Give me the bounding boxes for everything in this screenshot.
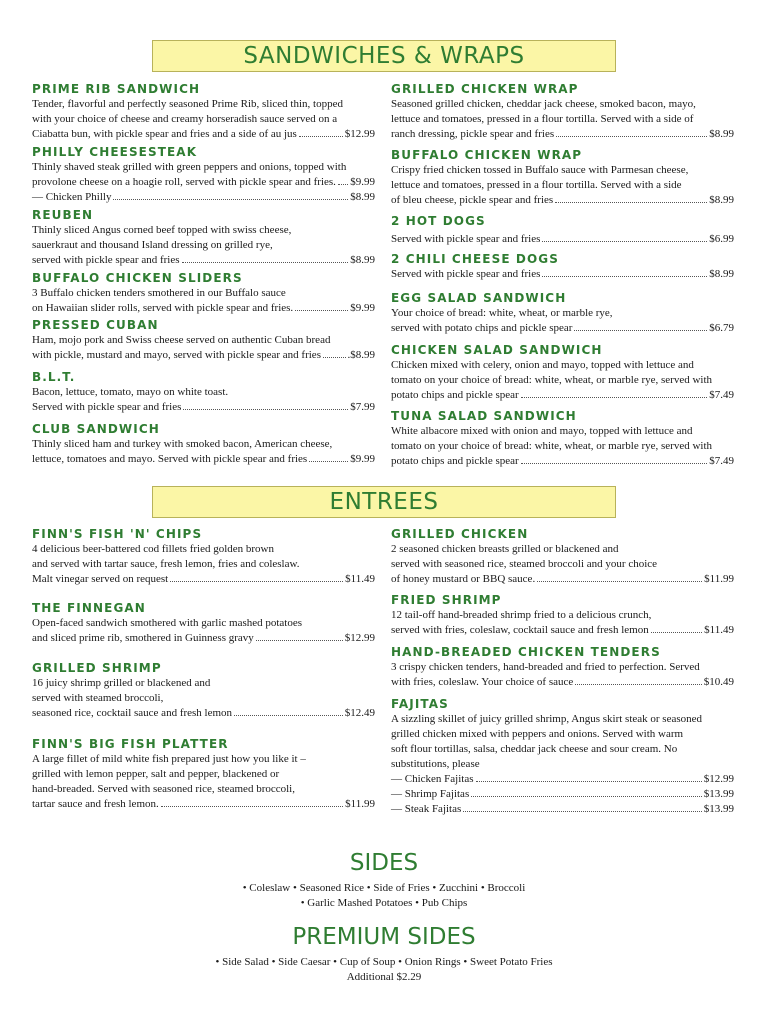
item-name: 2 HOT DOGS xyxy=(391,214,486,228)
item-name: BUFFALO CHICKEN WRAP xyxy=(391,148,583,162)
menu-item-hot-dogs xyxy=(391,214,734,247)
item-name: THE FINNEGAN xyxy=(32,601,146,615)
item-description: grilled chicken mixed with peppers and onions. Served with warm xyxy=(391,728,684,740)
price-line: lettuce, tomatoes and mayo. Served with pickle spear and fries $9.99 xyxy=(32,453,375,465)
item-description: 4 delicious beer-battered cod fillets fried golden brown xyxy=(32,543,274,555)
sides-heading: SIDES xyxy=(349,850,419,876)
price-line: — Chicken Philly $8.99 xyxy=(32,191,375,203)
item-name: CLUB SANDWICH xyxy=(32,422,160,436)
item-name: 2 CHILI CHEESE DOGS xyxy=(391,252,559,266)
item-description: 3 Buffalo chicken tenders smothered in our Buffalo sauce xyxy=(32,287,286,299)
menu-item-prime-rib xyxy=(32,82,375,142)
item-description: hand-breaded. Served with seasoned rice, steamed broccoli, xyxy=(32,783,295,795)
item-price: .$8.99 xyxy=(347,349,375,361)
item-price: $10.49 xyxy=(703,676,734,688)
price-line: potato chips and pickle spear $7.49 xyxy=(391,455,734,467)
item-description: served with seasoned rice, steamed broccoli and your choice xyxy=(391,558,658,570)
sides-list: • Garlic Mashed Potatoes • Pub Chips xyxy=(300,897,468,909)
item-description: sauerkraut and thousand Island dressing on grilled rye, xyxy=(32,239,273,251)
price-line: — Chicken Fajitas $12.99 xyxy=(391,773,734,785)
item-price: $8.99 xyxy=(709,128,734,140)
menu-item-chicken-salad xyxy=(391,343,734,403)
item-price: $13.99 xyxy=(703,803,734,815)
item-description: 3 crispy chicken tenders, hand-breaded and fried to perfection. Served xyxy=(391,661,700,673)
sides-list: • Coleslaw • Seasoned Rice • Side of Fries • Zucchini • Broccoli xyxy=(242,882,526,894)
price-line: Served with pickle spear and fries $6.99 xyxy=(391,233,734,245)
premium-sides-heading: PREMIUM SIDES xyxy=(292,924,476,950)
item-description: A large fillet of mild white fish prepared just how you like it – xyxy=(32,753,306,765)
item-price: $8.99 xyxy=(350,191,375,203)
item-name: BUFFALO CHICKEN SLIDERS xyxy=(32,271,243,285)
item-name: GRILLED CHICKEN WRAP xyxy=(391,82,579,96)
premium-sides-price: Additional $2.29 xyxy=(346,971,422,983)
price-line: Served with pickle spear and fries $7.99 xyxy=(32,401,375,413)
item-description: lettuce and tomatoes, pressed in a flour tortilla. Served with a side of xyxy=(391,113,694,125)
item-name: FINN'S BIG FISH PLATTER xyxy=(32,737,229,751)
price-line: tartar sauce and fresh lemon. $11.99 xyxy=(32,798,375,810)
item-price: $12.99 xyxy=(344,128,375,140)
sandwiches-title: SANDWICHES & WRAPS xyxy=(243,43,525,69)
item-name: REUBEN xyxy=(32,208,94,222)
price-line: with fries, coleslaw. Your choice of sauce $10.49 xyxy=(391,676,734,688)
item-description: lettuce and tomatoes, pressed in a flour tortilla. Served with a side xyxy=(391,179,682,191)
item-description: grilled with lemon pepper, salt and pepper, blackened or xyxy=(32,768,280,780)
item-price: $9.99 xyxy=(350,302,375,314)
price-line: Served with pickle spear and fries $8.99 xyxy=(391,268,734,280)
item-price: $8.99 xyxy=(709,268,734,280)
price-line: seasoned rice, cocktail sauce and fresh lemon $12.49 xyxy=(32,707,375,719)
item-name: FRIED SHRIMP xyxy=(391,593,502,607)
item-description: soft flour tortillas, salsa, cheddar jack cheese and sour cream. No xyxy=(391,743,678,755)
item-price: $7.99 xyxy=(350,401,375,413)
price-line: of bleu cheese, pickle spear and fries $8.99 xyxy=(391,194,734,206)
item-description: tomato on your choice of bread: white, wheat, or marble rye, served with xyxy=(391,440,713,452)
menu-item-tuna-salad xyxy=(391,409,734,469)
price-line: served with pickle spear and fries $8.99 xyxy=(32,254,375,266)
price-line: — Shrimp Fajitas $13.99 xyxy=(391,788,734,800)
item-price: $8.99 xyxy=(709,194,734,206)
price-line: potato chips and pickle spear $7.49 xyxy=(391,389,734,401)
menu-item-buffalo-chicken-wrap xyxy=(391,148,734,208)
item-description: tomato on your choice of bread: white, wheat, or marble rye, served with xyxy=(391,374,713,386)
item-name: GRILLED SHRIMP xyxy=(32,661,162,675)
item-description: Your choice of bread: white, wheat, or marble rye, xyxy=(391,307,613,319)
item-description: Bacon, lettuce, tomato, mayo on white toast. xyxy=(32,386,229,398)
item-description: with your choice of cheese and creamy horseradish sauce served on a xyxy=(32,113,338,125)
item-description: substitutions, please xyxy=(391,758,480,770)
menu-item-egg-salad xyxy=(391,291,734,336)
item-price: $12.99 xyxy=(344,632,375,644)
item-name: PRIME RIB SANDWICH xyxy=(32,82,201,96)
item-price: $11.99 xyxy=(345,798,375,810)
menu-item-grilled-shrimp xyxy=(32,661,375,721)
entrees-title: ENTREES xyxy=(329,489,439,515)
menu-item-fish-n-chips xyxy=(32,527,375,587)
item-price: $8.99 xyxy=(350,254,375,266)
sandwiches-banner xyxy=(152,40,616,72)
menu-item-fried-shrimp xyxy=(391,593,734,638)
item-price: $7.49 xyxy=(709,389,734,401)
item-price: $11.49 xyxy=(704,624,734,636)
item-description: 12 tail-off hand-breaded shrimp fried to a delicious crunch, xyxy=(391,609,652,621)
price-line: with pickle, mustard and mayo, served with pickle spear and fries .$8.99 xyxy=(32,349,375,361)
item-price: $7.49 xyxy=(709,455,734,467)
price-line: of honey mustard or BBQ sauce. $11.99 xyxy=(391,573,734,585)
item-name: HAND-BREADED CHICKEN TENDERS xyxy=(391,645,661,659)
item-price: $9.99 xyxy=(350,453,375,465)
item-description: Thinly sliced Angus corned beef topped with swiss cheese, xyxy=(32,224,292,236)
item-price: $11.49 xyxy=(345,573,375,585)
price-line: and sliced prime rib, smothered in Guinness gravy $12.99 xyxy=(32,632,375,644)
menu-item-chicken-tenders xyxy=(391,645,734,690)
price-line: ranch dressing, pickle spear and fries $8.99 xyxy=(391,128,734,140)
entrees-banner xyxy=(152,486,616,518)
item-description: Chicken mixed with celery, onion and mayo, topped with lettuce and xyxy=(391,359,694,371)
menu-item-reuben xyxy=(32,208,375,268)
menu-item-blt xyxy=(32,370,375,415)
item-description: 16 juicy shrimp grilled or blackened and xyxy=(32,677,211,689)
menu-item-club xyxy=(32,422,375,467)
menu-item-philly xyxy=(32,145,375,205)
menu-item-buffalo-sliders xyxy=(32,271,375,316)
item-price: $12.49 xyxy=(344,707,375,719)
menu-item-grilled-chicken-wrap xyxy=(391,82,734,142)
menu-item-grilled-chicken xyxy=(391,527,734,587)
menu-item-cuban xyxy=(32,318,375,363)
item-name: FAJITAS xyxy=(391,697,449,711)
item-name: PRESSED CUBAN xyxy=(32,318,159,332)
item-name: B.L.T. xyxy=(32,370,76,384)
item-description: Open-faced sandwich smothered with garlic mashed potatoes xyxy=(32,617,303,629)
item-description: A sizzling skillet of juicy grilled shrimp, Angus skirt steak or seasoned xyxy=(391,713,703,725)
item-description: Crispy fried chicken tossed in Buffalo sauce with Parmesan cheese, xyxy=(391,164,689,176)
price-line: served with fries, coleslaw, cocktail sauce and fresh lemon $11.49 xyxy=(391,624,734,636)
price-line: — Steak Fajitas $13.99 xyxy=(391,803,734,815)
item-price: $6.99 xyxy=(709,233,734,245)
item-description: Tender, flavorful and perfectly seasoned Prime Rib, sliced thin, topped xyxy=(32,98,343,110)
item-description: Seasoned grilled chicken, cheddar jack cheese, smoked bacon, mayo, xyxy=(391,98,696,110)
price-line: served with potato chips and pickle spear $6.79 xyxy=(391,322,734,334)
item-name: TUNA SALAD SANDWICH xyxy=(391,409,577,423)
price-line: provolone cheese on a hoagie roll, served with pickle spear and fries. $9.99 xyxy=(32,176,375,188)
item-description: and served with tartar sauce, fresh lemon, fries and coleslaw. xyxy=(32,558,300,570)
item-price: $9.99 xyxy=(350,176,375,188)
price-line: Ciabatta bun, with pickle spear and fries and a side of au jus $12.99 xyxy=(32,128,375,140)
item-description: Ham, mojo pork and Swiss cheese served on authentic Cuban bread xyxy=(32,334,331,346)
item-description: Thinly sliced ham and turkey with smoked bacon, American cheese, xyxy=(32,438,333,450)
item-name: FINN'S FISH 'N' CHIPS xyxy=(32,527,203,541)
item-description: Thinly shaved steak grilled with green peppers and onions, topped with xyxy=(32,161,347,173)
price-line: Malt vinegar served on request $11.49 xyxy=(32,573,375,585)
item-price: $11.99 xyxy=(704,573,734,585)
item-price: $12.99 xyxy=(703,773,734,785)
menu-item-fajitas xyxy=(391,697,734,817)
menu-item-chili-cheese-dogs xyxy=(391,252,734,282)
premium-sides-list: • Side Salad • Side Caesar • Cup of Soup • Onion Rings • Sweet Potato Fries xyxy=(215,956,553,968)
item-price: $6.79 xyxy=(709,322,734,334)
item-price: $13.99 xyxy=(703,788,734,800)
item-name: GRILLED CHICKEN xyxy=(391,527,529,541)
menu-item-the-finnegan xyxy=(32,601,375,646)
item-description: White albacore mixed with onion and mayo, topped with lettuce and xyxy=(391,425,693,437)
item-name: CHICKEN SALAD SANDWICH xyxy=(391,343,603,357)
item-name: EGG SALAD SANDWICH xyxy=(391,291,567,305)
item-name: PHILLY CHEESESTEAK xyxy=(32,145,198,159)
price-line: on Hawaiian slider rolls, served with pickle spear and fries. $9.99 xyxy=(32,302,375,314)
item-description: served with steamed broccoli, xyxy=(32,692,164,704)
item-description: 2 seasoned chicken breasts grilled or blackened and xyxy=(391,543,619,555)
menu-item-big-fish-platter xyxy=(32,737,375,812)
